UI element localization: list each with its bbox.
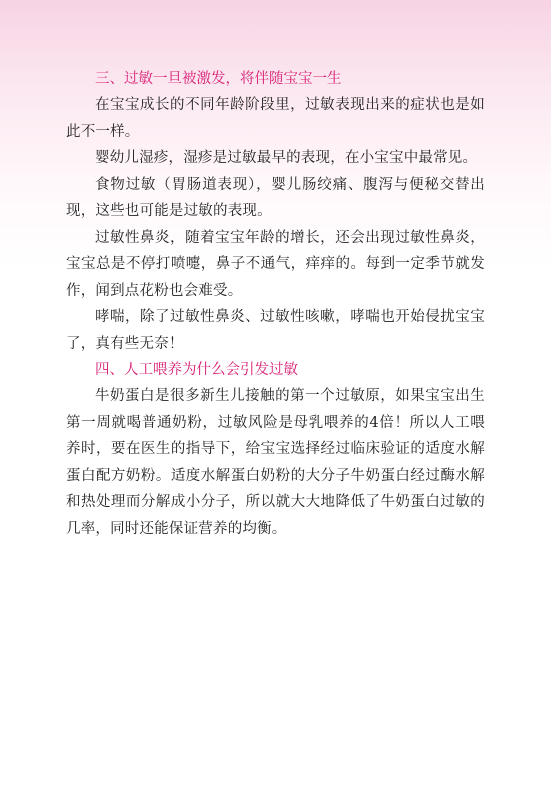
section-3-paragraph-2: 婴幼儿湿疹，湿疹是过敏最早的表现，在小宝宝中最常见。 [95,150,478,166]
section-3-paragraph-3: 食物过敏（胃肠道表现），婴儿肠绞痛、腹泻与便秘交替出现，这些也可能是过敏的表现。 [66,176,485,219]
section-4-heading: 四、人工喂养为什么会引发过敏 [95,362,298,378]
section-3-paragraph-1: 在宝宝成长的不同年龄阶段里，过敏表现出来的症状也是如此不一样。 [66,97,485,140]
section-3-paragraph-4: 过敏性鼻炎，随着宝宝年龄的增长，还会出现过敏性鼻炎，宝宝总是不停打喷嚏，鼻子不通气，痒痒的。每到一定季节就发作，闻到点花粉也会难受。 [66,229,485,299]
article-body [66,66,485,542]
section-3-paragraph-5: 哮喘，除了过敏性鼻炎、过敏性咳嗽，哮喘也开始侵扰宝宝了，真有些无奈！ [66,309,485,352]
section-4-paragraph-1: 牛奶蛋白是很多新生儿接触的第一个过敏原，如果宝宝出生第一周就喝普通奶粉，过敏风险是母乳喂养的4倍！所以人工喂养时，要在医生的指导下，给宝宝选择经过临床验证的适度水解蛋白配方奶粉。适度水解蛋白奶粉的大分子牛奶蛋白经过酶水解和热处理而分解成小分子，所以就大大地降低了牛奶蛋白过敏的几率，同时还能保证营养的均衡。 [66,388,485,537]
section-3-heading: 三、过敏一旦被激发，将伴随宝宝一生 [95,71,342,87]
